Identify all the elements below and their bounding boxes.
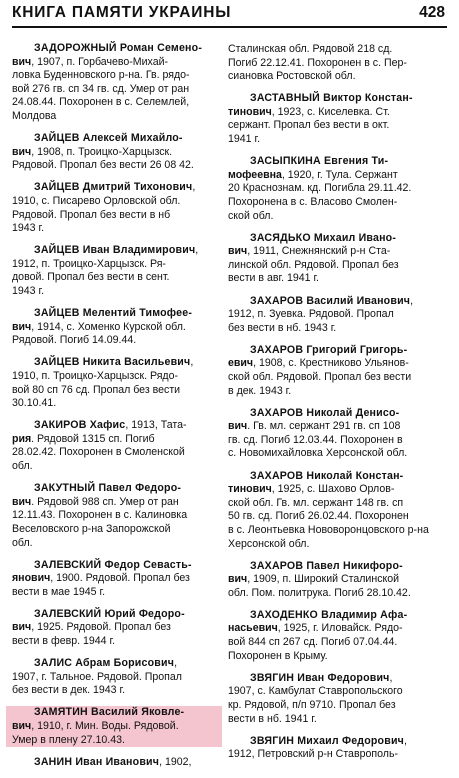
entry-line: тинович, 1925, с. Шахово Орлов- bbox=[228, 483, 395, 496]
person-name: ЗАМЯТИН Василий Яковле- bbox=[34, 706, 185, 719]
person-name-continuation: тинович bbox=[228, 483, 272, 496]
person-name-continuation: насьевич bbox=[228, 622, 278, 635]
memorial-entry bbox=[12, 244, 218, 298]
entry-line: с. Новомихайловка Херсонской обл. bbox=[228, 447, 408, 460]
entry-line: Умер в плену 27.10.43. bbox=[12, 733, 125, 746]
person-name-continuation: янович bbox=[12, 572, 51, 585]
person-name: ЗАСЯДЬКО Михаил Ивано- bbox=[250, 231, 397, 244]
memorial-entry bbox=[12, 657, 218, 698]
entry-line: 20 Краснознам. кд. Погибла 29.11.42. bbox=[228, 182, 412, 195]
entry-line: 1907, г. Тальное. Рядовой. Пропал bbox=[12, 670, 182, 683]
entry-line: Рядовой. Пропал без вести 26 08 42. bbox=[12, 159, 194, 172]
entry-line: 30.10.41. bbox=[12, 397, 57, 410]
person-name: ЗАКУТНЫЙ Павел Федоро- bbox=[34, 482, 182, 495]
entry-line: обл. bbox=[12, 460, 33, 473]
person-name: ЗВЯГИН Иван Федорович bbox=[250, 671, 390, 684]
entry-line bbox=[228, 344, 454, 358]
entry-line: вой 844 сп 267 сд. Погиб 07.04.44. bbox=[228, 636, 398, 649]
entry-line: ЗАЛИС Абрам Борисович, bbox=[34, 657, 178, 670]
entry-line: 1912, п. Троицко-Харцызск. Ря- bbox=[12, 257, 166, 270]
person-name-continuation: мофеевна bbox=[228, 168, 282, 181]
person-name: ЗАХОДЕНКО Владимир Афа- bbox=[250, 608, 408, 621]
entry-line: Похоронен в Крыму. bbox=[228, 649, 328, 662]
memorial-entry bbox=[12, 482, 218, 550]
person-name: ЗАЙЦЕВ Алексей Михайло- bbox=[34, 132, 183, 145]
entry-line: кр. Рядовой, п/п 9710. Пропал без bbox=[228, 698, 396, 711]
entry-line: Рядовой. Пропал без вести в нб bbox=[12, 208, 171, 221]
entry-line: 1907, с. Камбулат Ставропольского bbox=[228, 685, 403, 698]
entry-line: тинович, 1923, с. Киселевка. Ст. bbox=[228, 105, 390, 118]
memorial-entry bbox=[12, 756, 218, 770]
entry-line bbox=[228, 560, 454, 574]
entry-line: ЗАНИН Иван Иванович, 1902, bbox=[34, 755, 192, 768]
person-name: ЗАЛЕВСКИЙ Юрий Федоро- bbox=[34, 607, 185, 620]
person-name: ЗАХАРОВ Василий Иванович bbox=[250, 294, 411, 307]
entry-line: ЗАЙЦЕВ Иван Владимирович, bbox=[34, 244, 199, 257]
entry-line: линской обл. Рядовой. Пропал без bbox=[228, 258, 399, 271]
entry-line: ЗВЯГИН Михаил Федорович, bbox=[250, 734, 407, 747]
entry-line: ловка Буденновского р-на. Гв. рядо- bbox=[12, 69, 190, 82]
entry-line: Веселовского р-на Запорожской bbox=[12, 522, 171, 535]
person-name: ЗАЙЦЕВ Иван Владимирович bbox=[34, 244, 196, 257]
entry-line: довой. Пропал без вести в сент. bbox=[12, 271, 170, 284]
entry-line: 1910, п. Троицко-Харцызск. Рядо- bbox=[12, 369, 179, 382]
entry-line bbox=[12, 706, 222, 720]
book-title: КНИГА ПАМЯТИ УКРАИНЫ bbox=[12, 4, 232, 21]
entry-line: Похоронена в с. Власово Смолен- bbox=[228, 195, 398, 208]
person-name-continuation: вич bbox=[228, 245, 248, 258]
memorial-entry bbox=[12, 132, 218, 173]
entry-line: вести в мае 1945 г. bbox=[12, 585, 106, 598]
left-column bbox=[12, 42, 218, 778]
page-header bbox=[12, 4, 447, 28]
entry-line: ЗВЯГИН Иван Федорович, bbox=[250, 671, 393, 684]
person-name-continuation: вич bbox=[228, 573, 248, 586]
entry-line: рия. Рядовой 1315 сп. Погиб bbox=[12, 432, 155, 445]
entry-line: без вести в дек. 1943 г. bbox=[12, 684, 126, 697]
entry-line: обл. bbox=[12, 536, 33, 549]
person-name-continuation: рия bbox=[12, 432, 32, 445]
entry-line: ЗАЙЦЕВ Никита Васильевич, bbox=[34, 356, 194, 369]
memorial-entry bbox=[228, 232, 454, 286]
person-name: ЗАСТАВНЫЙ Виктор Констан- bbox=[250, 92, 413, 105]
entry-line: Погиб 22.12.41. Похоронен в с. Пер- bbox=[228, 56, 407, 69]
person-name-continuation: вич bbox=[12, 621, 32, 634]
right-column bbox=[228, 43, 454, 770]
memorial-entry bbox=[12, 559, 218, 600]
person-name: ЗАЙЦЕВ Мелентий Тимофее- bbox=[34, 307, 193, 320]
entry-line bbox=[228, 470, 454, 484]
person-name-continuation: вич bbox=[12, 320, 32, 333]
entry-line: вич, 1910, г. Мин. Воды. Рядовой. bbox=[12, 720, 179, 733]
entry-line: 12.11.43. Похоронен в с. Калиновка bbox=[12, 509, 188, 522]
memorial-entry bbox=[228, 407, 454, 461]
memorial-entry bbox=[12, 356, 218, 410]
entry-line: Молдова bbox=[12, 109, 57, 122]
entry-line: насьевич, 1925, г. Иловайск. Рядо- bbox=[228, 622, 403, 635]
person-name: ЗАХАРОВ Григорий Григорь- bbox=[250, 343, 408, 356]
memorial-entry bbox=[12, 307, 218, 348]
entry-line: вич. Рядовой 988 сп. Умер от ран bbox=[12, 495, 179, 508]
entry-line bbox=[12, 132, 218, 146]
entry-line: 1943 г. bbox=[12, 285, 45, 297]
entry-line bbox=[12, 559, 218, 573]
entry-line: в с. Леонтьевка Нововоронцовского р-на bbox=[228, 523, 429, 536]
memorial-entry-continuation bbox=[228, 43, 454, 84]
entry-line: Херсонской обл. bbox=[228, 537, 310, 550]
person-name: ЗАЛИС Абрам Борисович bbox=[34, 657, 175, 670]
entry-line bbox=[12, 42, 218, 56]
memorial-entry bbox=[12, 181, 218, 235]
entry-line: евич, 1908, с. Крестниково Ульянов- bbox=[228, 357, 409, 370]
person-name-continuation: вич bbox=[12, 720, 32, 733]
memorial-entry bbox=[12, 419, 218, 473]
entry-line: 24.08.44. Похоронен в с. Селемлей, bbox=[12, 96, 190, 109]
memorial-entry bbox=[12, 608, 218, 649]
entry-line: вич, 1909, п. Широкий Сталинской bbox=[228, 573, 400, 586]
entry-line: без вести в нб. 1943 г. bbox=[228, 321, 337, 334]
entry-line: Рядовой. Погиб 14.09.44. bbox=[12, 334, 137, 347]
entry-line: вич. Гв. мл. сержант 291 гв. сп 108 bbox=[228, 420, 401, 433]
entry-line: вести в нб. 1941 г. bbox=[228, 712, 317, 725]
entry-line: 50 гв. сд. Погиб 26.02.44. Похоронен bbox=[228, 510, 409, 523]
memorial-entry bbox=[228, 295, 454, 336]
person-name: ЗВЯГИН Михаил Федорович bbox=[250, 734, 405, 747]
memorial-entry bbox=[228, 560, 454, 601]
entry-line: ской обл. Рядовой. Пропал без вести bbox=[228, 370, 412, 383]
person-name: ЗАДОРОЖНЫЙ Роман Семено- bbox=[34, 42, 203, 54]
entry-line: 1943 г. bbox=[12, 222, 45, 235]
entry-line: ЗАКИРОВ Хафис, 1913, Тата- bbox=[34, 419, 187, 432]
person-name: ЗАСЫПКИНА Евгения Ти- bbox=[250, 155, 389, 168]
entry-line: Сталинская обл. Рядовой 218 сд. bbox=[228, 43, 393, 55]
entry-line: 1912, п. Зуевка. Рядовой. Пропал bbox=[228, 308, 394, 321]
person-name: ЗАХАРОВ Николай Констан- bbox=[250, 469, 404, 482]
entry-line: вич, 1925. Рядовой. Пропал без bbox=[12, 621, 171, 634]
entry-line: ЗАХАРОВ Василий Иванович, bbox=[250, 294, 414, 307]
entry-line: вой 276 гв. сп 34 гв. сд. Умер от ран bbox=[12, 82, 190, 95]
entry-line: 28.02.42. Похоронен в Смоленской bbox=[12, 446, 185, 459]
entry-line: вести в февр. 1944 г. bbox=[12, 635, 116, 648]
entry-line: сиановка Ростовской обл. bbox=[228, 70, 356, 83]
entry-line: 1910, с. Писарево Орловской обл. bbox=[12, 194, 181, 207]
entry-line bbox=[228, 407, 454, 421]
person-name: ЗАЙЦЕВ Никита Васильевич bbox=[34, 356, 191, 369]
person-name-continuation: вич bbox=[12, 55, 32, 68]
entry-line bbox=[228, 92, 454, 106]
memorial-entry-highlighted bbox=[6, 706, 222, 747]
memorial-entry bbox=[12, 42, 218, 124]
person-name-continuation: вич bbox=[228, 420, 248, 433]
entry-line: ской обл. bbox=[228, 209, 274, 222]
page-number: 428 bbox=[419, 4, 445, 21]
person-name-continuation: евич bbox=[228, 357, 254, 370]
person-name-continuation: тинович bbox=[228, 105, 272, 118]
entry-line: янович, 1900. Рядовой. Пропал без bbox=[12, 572, 190, 585]
entry-line: сержант. Пропал без вести в окт. bbox=[228, 119, 390, 132]
entry-line: вой 80 сп 76 сд. Пропал без вести bbox=[12, 383, 181, 396]
memorial-entry bbox=[228, 735, 454, 762]
entry-line bbox=[12, 307, 218, 321]
memorial-entry bbox=[228, 609, 454, 663]
person-name: ЗАХАРОВ Павел Никифоро- bbox=[250, 559, 403, 572]
entry-line: ской обл. Гв. мл. сержант 148 гв. сп bbox=[228, 496, 404, 509]
person-name: ЗАКИРОВ Хафис bbox=[34, 419, 126, 432]
entry-line bbox=[12, 482, 218, 496]
entry-line bbox=[228, 155, 454, 169]
person-name-continuation: вич bbox=[12, 145, 32, 158]
memorial-entry bbox=[228, 344, 454, 398]
entry-line: вич, 1908, п. Троицко-Харцызск. bbox=[12, 145, 173, 158]
person-name: ЗАЛЕВСКИЙ Федор Севасть- bbox=[34, 558, 192, 571]
entry-line: в дек. 1943 г. bbox=[228, 384, 292, 397]
entry-line bbox=[228, 232, 454, 246]
entry-line: мофеевна, 1920, г. Тула. Сержант bbox=[228, 168, 398, 181]
person-name: ЗАНИН Иван Иванович bbox=[34, 755, 160, 768]
memorial-entry bbox=[228, 470, 454, 552]
person-name: ЗАХАРОВ Николай Денисо- bbox=[250, 406, 400, 419]
memorial-entry bbox=[228, 92, 454, 146]
memorial-entry bbox=[228, 155, 454, 223]
person-name-continuation: вич bbox=[12, 495, 32, 508]
entry-line bbox=[12, 608, 218, 622]
entry-line: вич, 1911, Снежнянский р-н Ста- bbox=[228, 245, 391, 258]
entry-line: 1941 г. bbox=[228, 133, 261, 146]
entry-line: 1912, Петровский р-н Ставрополь- bbox=[228, 748, 398, 761]
person-name: ЗАЙЦЕВ Дмитрий Тихонович bbox=[34, 181, 193, 194]
memorial-entry bbox=[228, 672, 454, 726]
entry-line: вич, 1914, с. Хоменко Курской обл. bbox=[12, 320, 186, 333]
entry-line: вести в авг. 1941 г. bbox=[228, 272, 319, 285]
entry-line: обл. Пом. политрука. Погиб 28.10.42. bbox=[228, 586, 411, 599]
entry-line: вич, 1907, п. Горбачево-Михай- bbox=[12, 55, 169, 68]
entry-line: гв. сд. Погиб 12.03.44. Похоронен в bbox=[228, 433, 403, 446]
entry-line bbox=[228, 609, 454, 623]
entry-line: ЗАЙЦЕВ Дмитрий Тихонович, bbox=[34, 181, 196, 194]
